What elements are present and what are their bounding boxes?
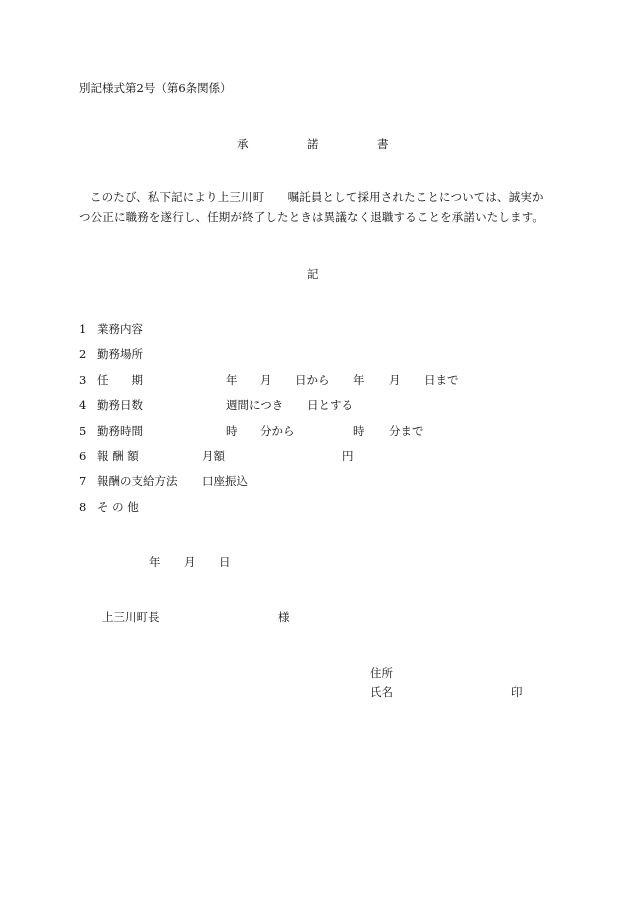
start-hour: 時: [226, 424, 238, 438]
name-label: 氏名: [370, 685, 393, 699]
item-number: 2: [79, 347, 87, 361]
term-start-year: 年: [226, 373, 238, 387]
title-char-3: 書: [377, 137, 389, 151]
end-minute: 分まで: [389, 424, 424, 438]
item-number: 1: [79, 322, 87, 336]
item-label: 勤務場所: [97, 347, 143, 361]
document-title: [0, 139, 630, 153]
title-char-1: 承: [237, 137, 249, 151]
item-number: 8: [79, 500, 87, 514]
item-label: 勤務日数: [97, 398, 143, 412]
item-number: 6: [79, 449, 87, 463]
body-line-2: つ公正に職務を遂行し、任期が終了したときは異議なく退職することを承諾いたします。: [79, 210, 545, 224]
work-days-suffix: 日とする: [307, 398, 353, 412]
term-end-month: 月: [389, 373, 401, 387]
date-month: 月: [184, 555, 196, 569]
item-number: 7: [79, 474, 87, 488]
form-label: 別記様式第2号（第6条関係）: [79, 81, 232, 95]
item-label: 業務内容: [97, 322, 143, 336]
work-days-per-week: 週間につき: [226, 398, 284, 412]
addressee-honorific: 様: [278, 610, 290, 624]
term-start-day: 日から: [295, 373, 330, 387]
item-number: 5: [79, 424, 87, 438]
item-number: 4: [79, 398, 87, 412]
term-end-year: 年: [353, 373, 365, 387]
item-label: 任 期: [97, 373, 143, 387]
date-day: 日: [219, 555, 231, 569]
end-hour: 時: [353, 424, 365, 438]
date-year: 年: [149, 555, 161, 569]
item-label: そ の 他: [97, 500, 139, 514]
item-label: 報酬の支給方法: [97, 474, 178, 488]
start-minute: 分から: [260, 424, 295, 438]
term-start-month: 月: [260, 373, 272, 387]
seal-mark: 印: [511, 685, 523, 699]
ki-heading: 記: [307, 267, 319, 281]
item-label: 報 酬 額: [97, 449, 139, 463]
addressee-name: 上三川町長: [102, 610, 160, 624]
title-char-2: 諾: [307, 137, 319, 151]
payment-method-value: 口座振込: [202, 474, 248, 488]
term-end-day: 日まで: [424, 373, 459, 387]
yen-unit: 円: [342, 449, 354, 463]
address-label: 住所: [370, 666, 393, 680]
item-number: 3: [79, 373, 87, 387]
monthly-amount-label: 月額: [202, 449, 225, 463]
item-label: 勤務時間: [97, 424, 143, 438]
body-line-1: このたび、私下記により上三川町 嘱託員として採用されたことについては、誠実か: [90, 190, 544, 204]
